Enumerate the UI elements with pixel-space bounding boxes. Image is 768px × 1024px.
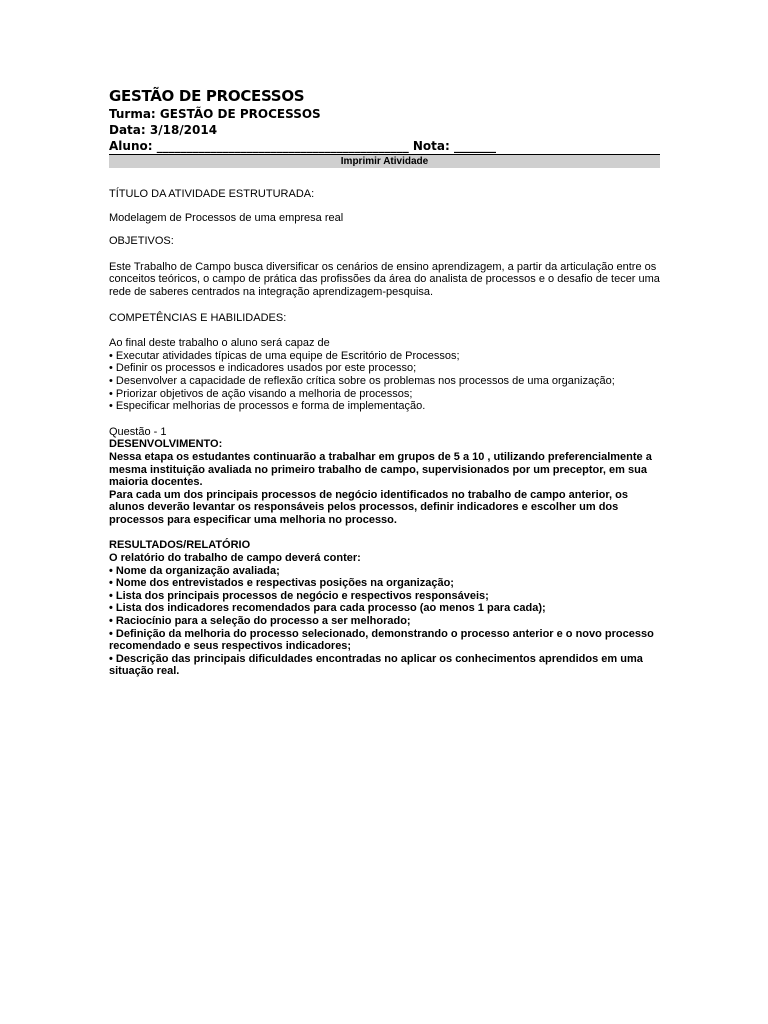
list-item: • Definição da melhoria do processo selecionado, demonstrando o processo anterior e o novo processo recomendado e seus respectivos indicadores; bbox=[109, 627, 654, 653]
student-grade-line: Aluno: __________________________________________ Nota: _______ bbox=[109, 139, 496, 153]
competencias-list bbox=[109, 350, 660, 413]
list-item: • Raciocínio para a seleção do processo a ser melhorado; bbox=[109, 615, 411, 628]
list-item: • Lista dos principais processos de negócio e respectivos responsáveis; bbox=[109, 589, 489, 602]
date-line: Data: 3/18/2014 bbox=[109, 123, 218, 137]
titulo-text: Modelagem de Processos de uma empresa real bbox=[109, 211, 344, 224]
list-item: • Nome da organização avaliada; bbox=[109, 564, 280, 577]
list-item: • Nome dos entrevistados e respectivas posições na organização; bbox=[109, 577, 454, 590]
list-item: • Definir os processos e indicadores usados por este processo; bbox=[109, 362, 417, 375]
titulo-heading: TÍTULO DA ATIVIDADE ESTRUTURADA: bbox=[109, 188, 315, 200]
resultados-heading: RESULTADOS/RELATÓRIO bbox=[109, 539, 251, 552]
list-item: • Desenvolver a capacidade de reflexão crítica sobre os problemas nos processos de uma organização; bbox=[109, 374, 615, 387]
desenvolvimento-heading: DESENVOLVIMENTO: bbox=[109, 438, 223, 451]
list-item: • Executar atividades típicas de uma equipe de Escritório de Processos; bbox=[109, 349, 460, 362]
competencias-intro: Ao final deste trabalho o aluno será capaz de bbox=[109, 337, 330, 350]
list-item: • Descrição das principais dificuldades encontradas no aplicar os conhecimentos aprendidos em uma situação real. bbox=[109, 652, 643, 678]
competencias-heading: COMPETÊNCIAS E HABILIDADES: bbox=[109, 311, 287, 324]
resultados-intro: O relatório do trabalho de campo deverá conter: bbox=[109, 552, 361, 565]
list-item: • Lista dos indicadores recomendados para cada processo (ao menos 1 para cada); bbox=[109, 602, 546, 615]
list-item: • Especificar melhorias de processos e forma de implementação. bbox=[109, 400, 426, 413]
objetivos-text: Este Trabalho de Campo busca diversificar os cenários de ensino aprendizagem, a partir da articulação entre os conceitos teóricos, o campo de prática das profissões da área do analista de processos e o desafio de tecer uma rede de saberes centrados na integração aprendizagem-pesquisa. bbox=[109, 260, 660, 298]
print-activity-button[interactable]: Imprimir Atividade bbox=[109, 154, 660, 168]
objetivos-heading: OBJETIVOS: bbox=[109, 235, 174, 248]
desenvolvimento-paragraph-1: Nessa etapa os estudantes continuarão a trabalhar em grupos de 5 a 10 , utilizando preferencialmente a mesma instituição avaliada no primeiro trabalho de campo, supervisionados por um preceptor, em sua maioria docentes. bbox=[109, 450, 652, 489]
turma-line: Turma: GESTÃO DE PROCESSOS bbox=[109, 107, 321, 121]
resultados-list bbox=[109, 565, 660, 678]
list-item: • Priorizar objetivos de ação visando a melhoria de processos; bbox=[109, 387, 413, 400]
questao-label: Questão - 1 bbox=[109, 425, 167, 438]
document-body bbox=[109, 188, 660, 678]
desenvolvimento-paragraph-2: Para cada um dos principais processos de negócio identificados no trabalho de campo anterior, os alunos deverão levantar os responsáveis pelos processos, definir indicadores e escolher um dos processos para especificar uma melhoria no processo. bbox=[109, 488, 628, 526]
document-title: GESTÃO DE PROCESSOS bbox=[109, 87, 305, 105]
document-page bbox=[109, 86, 660, 678]
